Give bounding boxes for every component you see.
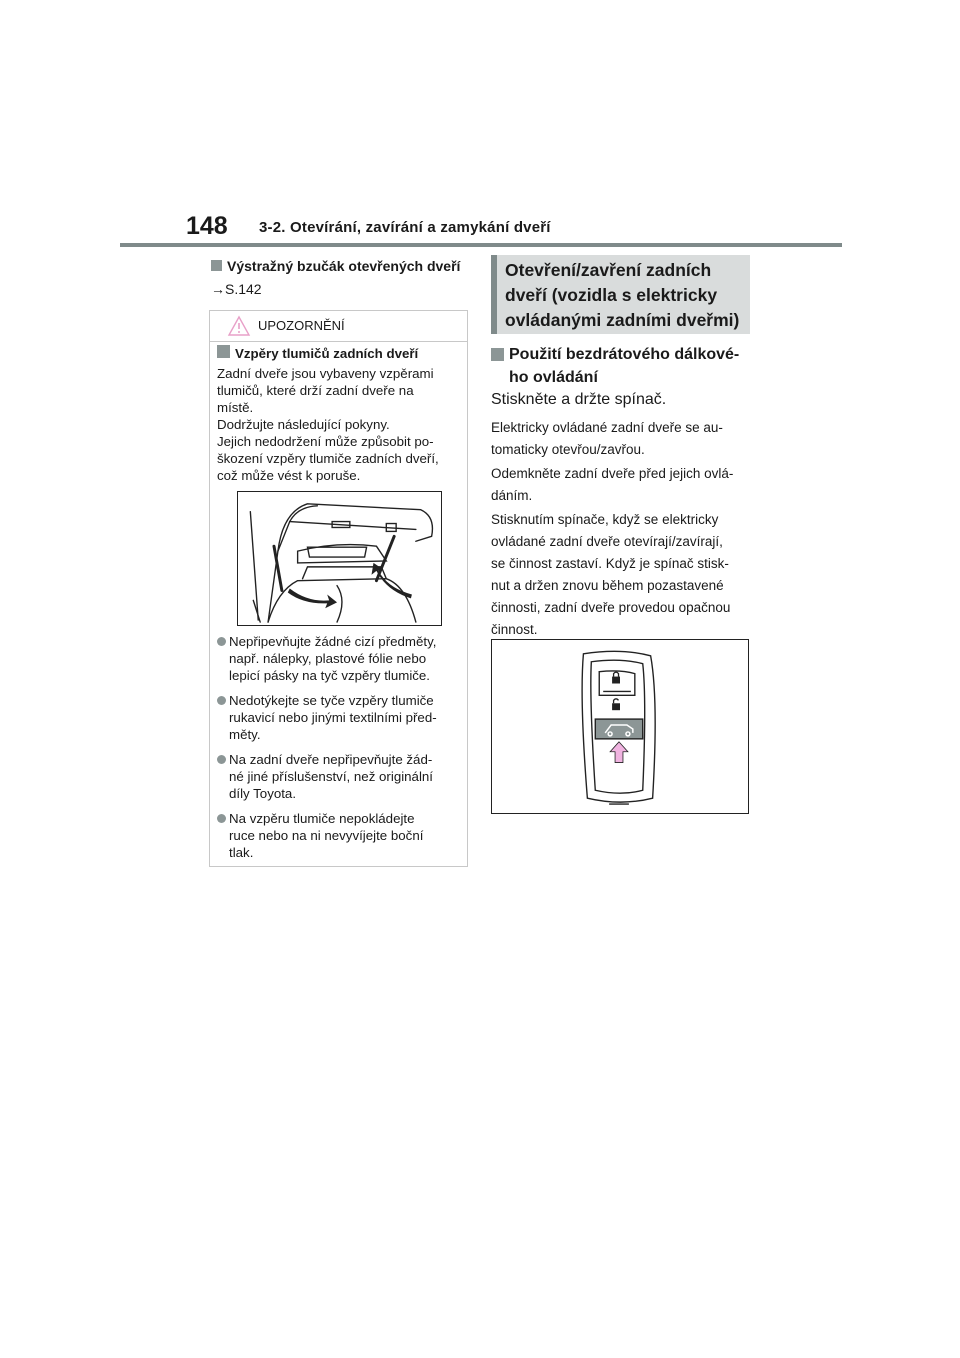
paragraph: Odemkněte zadní dveře před jejich ovlá- dáním.	[491, 466, 734, 503]
buzzer-heading	[211, 258, 460, 274]
caution-label: UPOZORNĚNÍ	[258, 318, 345, 333]
section-heading: Otevření/zavření zadních dveří (vozidla s elektricky ovládanými zadními dveřmi)	[505, 260, 740, 330]
caution-heading	[217, 345, 463, 362]
page-reference: →S.142	[211, 281, 262, 297]
instruction-text: Stiskněte a držte spínač.	[491, 391, 667, 408]
bullet-dot-icon	[217, 696, 226, 705]
caution-body	[217, 345, 463, 484]
list-item	[217, 810, 465, 861]
lock-icon	[612, 672, 620, 683]
caution-box	[209, 310, 468, 867]
square-bullet-icon	[211, 260, 222, 271]
smart-key-illustration	[491, 639, 749, 814]
caution-text: Zadní dveře jsou vybaveny vzpěrami tlumičů, které drží zadní dveře na místě. Dodržujte následující pokyny. Jejich nedodržení může způsobit po- škození vzpěry tlumiče zadních dveří, což může vést k poruše.	[217, 366, 439, 483]
section-heading-accent	[491, 255, 497, 334]
bullet-dot-icon	[217, 755, 226, 764]
caution-bullet-list	[217, 633, 465, 869]
buzzer-heading-text: Výstražný bzučák otevřených dveří	[227, 258, 461, 274]
header-divider	[120, 243, 842, 247]
bullet-dot-icon	[217, 814, 226, 823]
caution-heading-text: Vzpěry tlumičů zadních dveří	[235, 346, 419, 361]
remote-subheading	[491, 343, 751, 389]
press-arrow-icon	[610, 742, 628, 763]
square-bullet-icon	[491, 348, 504, 361]
list-item	[217, 633, 465, 684]
page-number: 148	[186, 212, 228, 240]
remote-subheading-text: Použití bezdrátového dálkové- ho ovládání	[509, 346, 740, 386]
bullet-text: Nedotýkejte se tyče vzpěry tlumiče rukavicí nebo jinými textilními před- měty.	[229, 693, 437, 742]
bullet-text: Na zadní dveře nepřipevňujte žád- né jiné příslušenství, než originální díly Toyota.	[229, 752, 433, 801]
bullet-dot-icon	[217, 637, 226, 646]
bullet-text: Na vzpěru tlumiče nepokládejte ruce nebo na ni nevyvíjejte boční tlak.	[229, 811, 424, 860]
warning-triangle-icon	[227, 315, 251, 337]
caution-divider	[210, 341, 467, 342]
unlock-icon	[612, 699, 620, 710]
list-item	[217, 692, 465, 743]
bullet-text: Nepřipevňujte žádné cizí předměty, např. nálepky, plastové fólie nebo lepicí pásky na tyč vzpěry tlumiče.	[229, 634, 437, 683]
section-title: 3-2. Otevírání, zavírání a zamykání dveří	[259, 219, 551, 236]
paragraph: Stisknutím spínače, když se elektricky ovládané zadní dveře otevírají/zavírají, se činnost zastaví. Když je spínač stisk- nut a držen znovu během pozastavené činnosti, zadní dveře provedou opačnou činnost.	[491, 512, 731, 637]
list-item	[217, 751, 465, 802]
caution-header	[210, 311, 467, 341]
paragraph: Elektricky ovládané zadní dveře se au- tomaticky otevřou/zavřou.	[491, 420, 723, 457]
tailgate-strut-illustration	[237, 491, 442, 626]
square-bullet-icon	[217, 345, 230, 358]
